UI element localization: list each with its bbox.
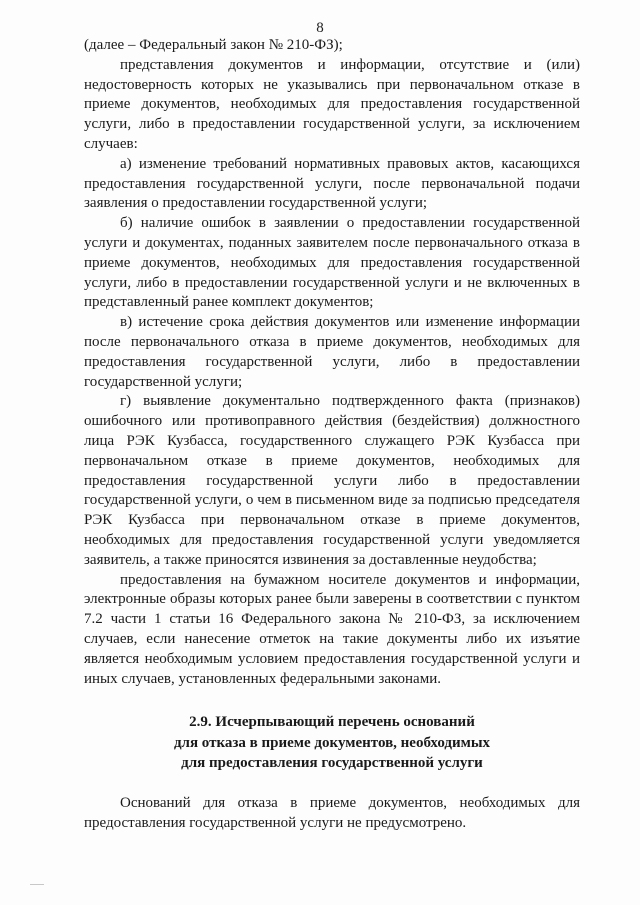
section-heading-line-1: 2.9. Исчерпывающий перечень оснований (189, 714, 475, 731)
section-heading (84, 712, 580, 774)
paragraph-case-a: а) изменение требований нормативных правовых актов, касающихся предоставления государственной услуги, после первоначальной подачи заявления о предоставлении государственной услуги; (84, 155, 580, 212)
paragraph-intro: (далее – Федеральный закон № 210-ФЗ); (84, 37, 343, 53)
paragraph-documents-presentation: представления документов и информации, отсутствие и (или) недостоверность которых не указывались при первоначальном отказе в приеме документов, необходимых для предоставления государственной услуги, либо в предоставлении государственной услуги, за исключением случаев: (84, 56, 580, 152)
paragraph-case-b: б) наличие ошибок в заявлении о предоставлении государственной услуги и документах, поданных заявителем после первоначального отказа в приеме документов, необходимых для предоставления государственной услуги, либо в предоставлении государственной услуги и не включенных в представленный ранее комплект документов; (84, 215, 580, 311)
document-body (84, 36, 580, 833)
paragraph-case-g: г) выявление документально подтвержденного факта (признаков) ошибочного или противоправного действия (бездействия) должностного лица РЭК Кузбасса, государственного служащего РЭК Кузбасса при первоначальном отказе в приеме документов, необходимых для предоставления государственной услуги либо в предоставлении государственной услуги, о чем в письменном виде за подписью председателя РЭК Кузбасса при первоначальном отказе в приеме документов, необходимых для предоставления государственной услуги уведомляется заявитель, а также приносятся извинения за доставленные неудобства; (84, 393, 580, 568)
paragraph-paper-media: предоставления на бумажном носителе документов и информации, электронные образы которых ранее были заверены в соответствии с пунктом 7.2 части 1 статьи 16 Федерального закона № 210-ФЗ, за исключением случаев, если нанесение отметок на такие документы либо их изъятие является необходимым условием предоставления государственной услуги и иных случаев, установленных федеральными законами. (84, 571, 580, 687)
section-heading-line-2: для отказа в приеме документов, необходимых (173, 734, 491, 751)
page-number: 8 (316, 20, 324, 36)
paragraph-no-grounds: Оснований для отказа в приеме документов, необходимых для предоставления государственной услуги не предусмотрено. (84, 794, 580, 831)
margin-mark (30, 884, 44, 885)
paragraph-case-v: в) истечение срока действия документов или изменение информации после первоначального отказа в приеме документов, необходимых для предоставления государственной услуги, либо в предоставлении государственной услуги; (84, 314, 580, 390)
section-heading-line-3: для предоставления государственной услуги (181, 755, 483, 772)
